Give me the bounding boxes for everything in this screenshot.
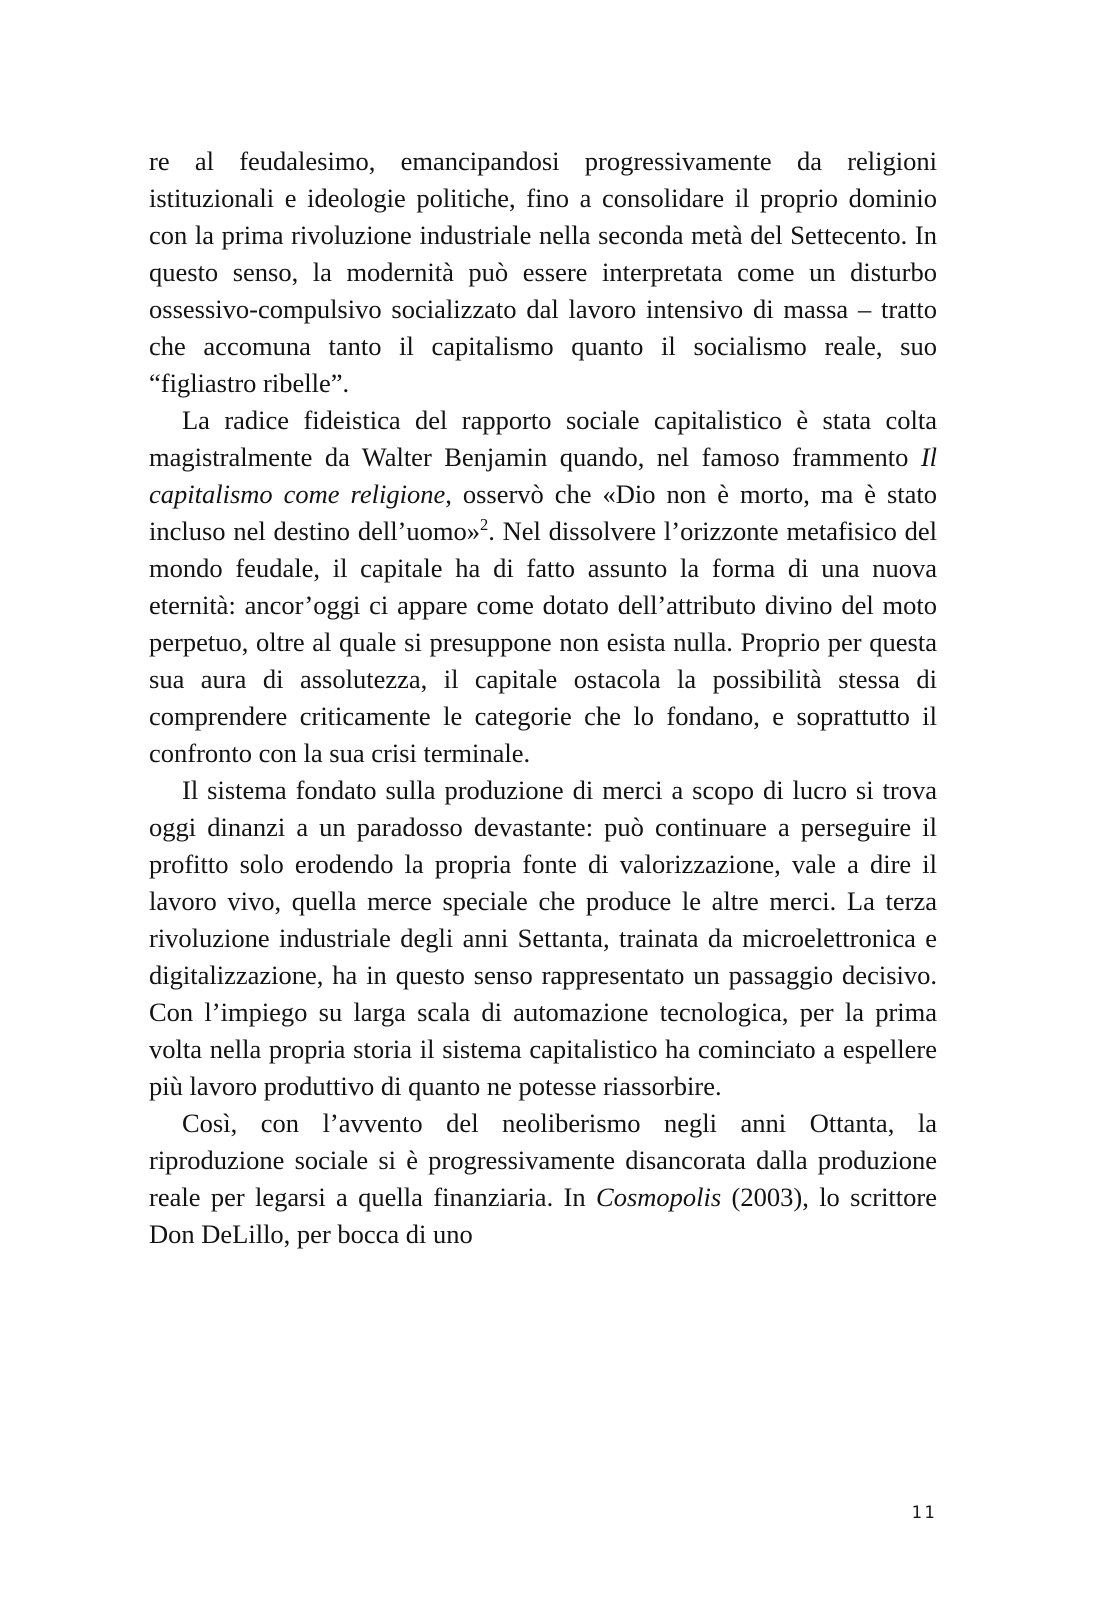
paragraph-text-tail: . Nel dissolvere l’orizzonte metafisico del mondo feudale, il capitale ha di fatto assunto la forma di una nuova eternità: ancor’oggi ci appare come dotato dell’attributo divino del moto perpetuo, oltre al quale si presuppone non esista nulla. Proprio per questa sua aura di assolutezza, il capitale ostacola la possibilità stessa di comprendere criticamente le categorie che lo fondano, e soprattutto il confronto con la sua crisi terminale.: [149, 516, 937, 768]
paragraph-continuation: [149, 143, 937, 402]
paragraph-sistema-merci: [149, 772, 937, 1105]
paragraph-text: re al feudalesimo, emancipandosi progressivamente da religioni istituzionali e ideologie politiche, fino a consolidare il proprio dominio con la prima rivoluzione industriale nella seconda metà del Settecento. In questo senso, la modernità può essere interpretata come un disturbo ossessivo-compulsivo socializzato dal lavoro intensivo di massa – tratto che accomuna tanto il capitalismo quanto il socialismo reale, suo “figliastro ribelle”.: [149, 146, 937, 398]
book-title-capitalismo-come-religione: Il capitalismo come religione: [149, 442, 937, 509]
paragraph-text-lead: Così, con l’avvento del neoliberismo negli anni Ottanta, la riproduzione sociale si è progressivamente disancorata dalla produzione reale per legarsi a quella finanziaria. In: [149, 1108, 937, 1212]
paragraph-text-lead: La radice fideistica del rapporto sociale capitalistico è stata colta magistralmente da Walter Benjamin quando, nel famoso frammento: [149, 405, 937, 472]
body-text-column: [149, 143, 937, 1253]
paragraph-text-tail: (2003), lo scrittore Don DeLillo, per bocca di uno: [149, 1182, 937, 1249]
paragraph-text: Il sistema fondato sulla produzione di merci a scopo di lucro si trova oggi dinanzi a un paradosso devastante: può continuare a perseguire il profitto solo erodendo la propria fonte di valorizzazione, vale a dire il lavoro vivo, quella merce speciale che produce le altre merci. La terza rivoluzione industriale degli anni Settanta, trainata da microelettronica e digitalizzazione, ha in questo senso rappresentato un passaggio decisivo. Con l’impiego su larga scala di automazione tecnologica, per la prima volta nella propria storia il sistema capitalistico ha cominciato a espellere più lavoro produttivo di quanto ne potesse riassorbire.: [149, 775, 937, 1101]
page-number: 11: [911, 1503, 937, 1523]
book-title-cosmopolis: Cosmopolis: [596, 1182, 722, 1212]
footnote-reference-2: 2: [480, 515, 489, 535]
paragraph-neoliberismo: [149, 1105, 937, 1253]
paragraph-text-quote: , osservò che «Dio non è morto, ma è stato incluso nel destino dell’uomo»: [149, 479, 938, 546]
paragraph-benjamin: [149, 402, 937, 772]
